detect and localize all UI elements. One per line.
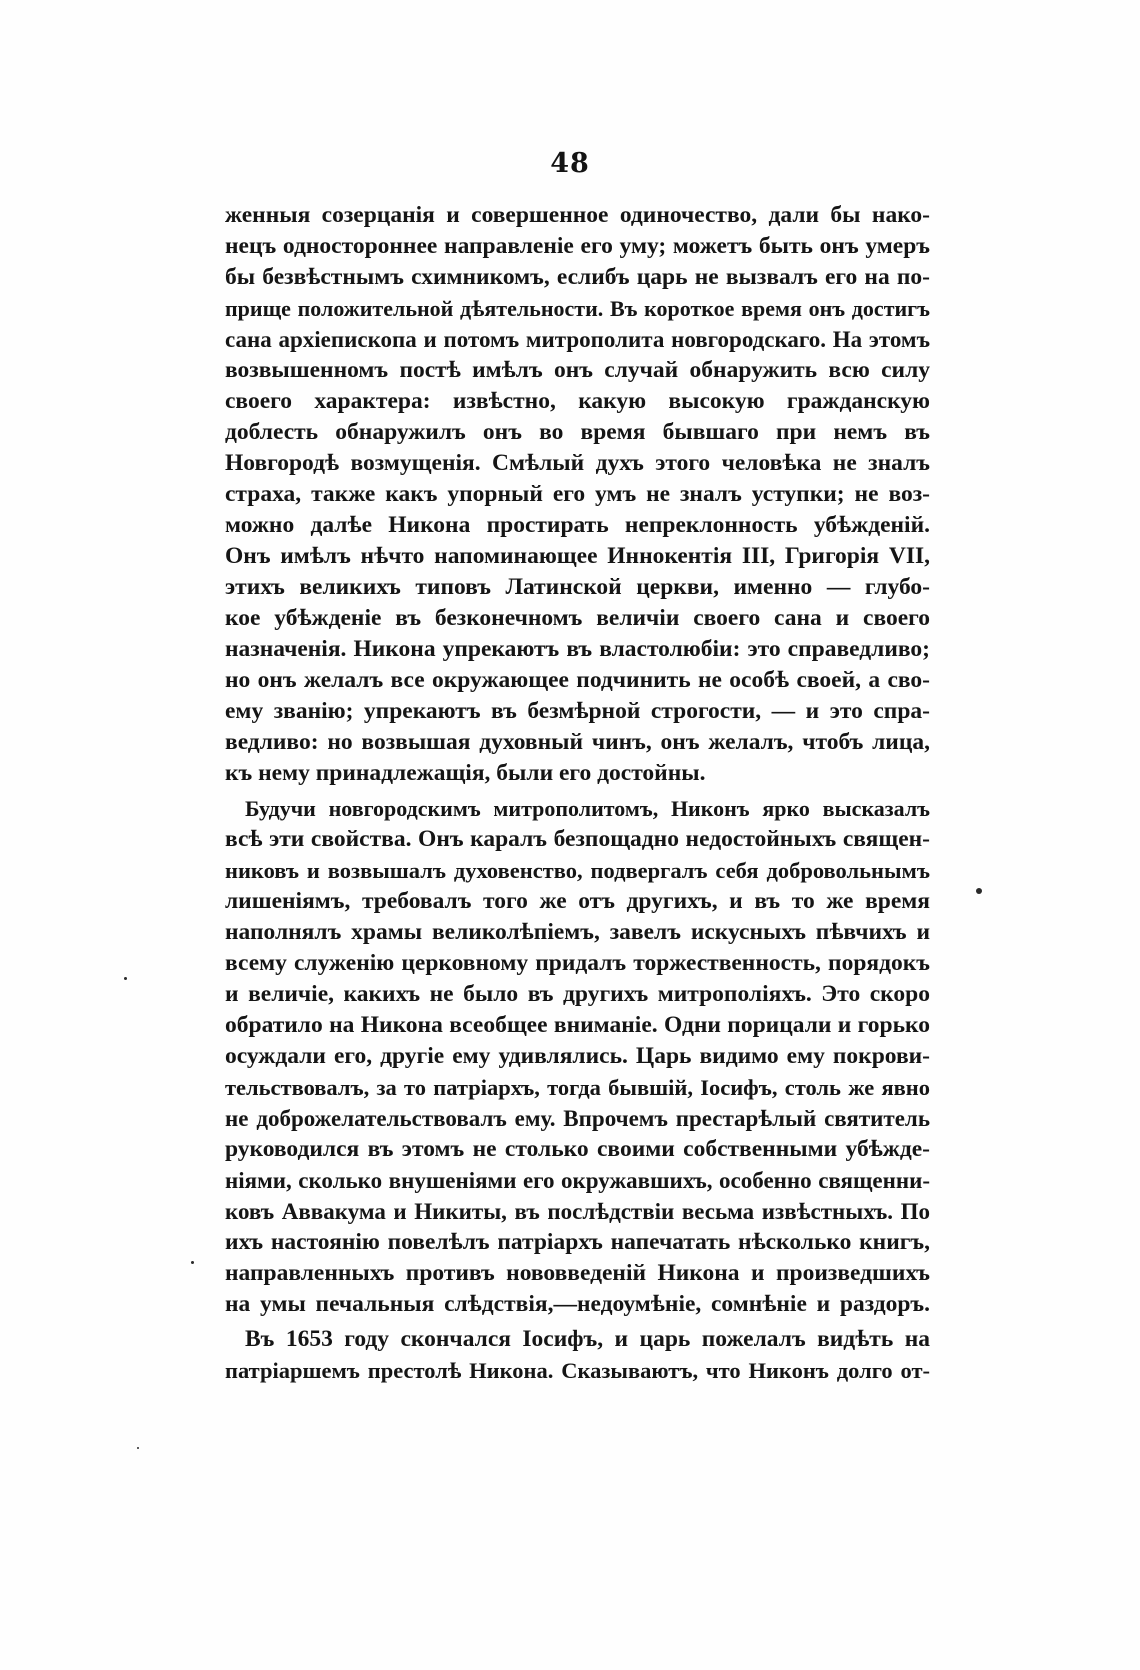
scan-speck xyxy=(191,1261,194,1264)
text-line: сана архіепископа и потомъ митрополита новгородскаго. На этомъ xyxy=(225,327,930,352)
text-line: Онъ имѣлъ нѣчто напоминающее Иннокентія III, Григорія VII, xyxy=(225,543,930,569)
text-line: лишеніямъ, требовалъ того же отъ другихъ, и въ то же время xyxy=(225,888,930,914)
paragraph-1 xyxy=(225,200,930,789)
text-line: прище положительной дѣятельности. Въ короткое время онъ достигъ xyxy=(225,296,930,321)
text-line: на умы печальныя слѣдствія,—недоумѣніе, сомнѣніе и раздоръ. xyxy=(225,1291,930,1317)
text-line: Новгородѣ возмущенія. Смѣлый духъ этого человѣка не зналъ xyxy=(225,450,930,476)
text-line: ихъ настоянію повелѣлъ патріархъ напечатать нѣсколько книгъ, xyxy=(225,1229,930,1255)
text-line: ему званію; упрекаютъ въ безмѣрной строгости, — и это спра- xyxy=(225,698,930,724)
text-line: бы безвѣстнымъ схимникомъ, еслибъ царь не вызвалъ его на по- xyxy=(225,264,930,290)
text-line: Въ 1653 году скончался Іосифъ, и царь пожелалъ видѣть на xyxy=(245,1326,930,1352)
page-text xyxy=(225,200,930,1386)
text-line: къ нему принадлежащія, были его достойны. xyxy=(225,760,706,786)
text-line: нецъ одностороннее направленіе его уму; можетъ быть онъ умеръ xyxy=(225,233,930,259)
text-line: руководился въ этомъ не столько своими собственными убѣжде- xyxy=(225,1136,930,1162)
text-line: женныя созерцанія и совершенное одиночество, дали бы нако- xyxy=(225,202,930,228)
text-line: и величіе, какихъ не было въ другихъ митрополіяхъ. Это скоро xyxy=(225,981,930,1007)
text-line: возвышенномъ постѣ имѣлъ онъ случай обнаружить всю силу xyxy=(225,357,930,383)
paragraph-2 xyxy=(225,793,930,1320)
paragraph-3 xyxy=(225,1324,930,1386)
text-line: тельствовалъ, за то патріархъ, тогда бывшій, Іосифъ, столь же явно xyxy=(225,1075,930,1100)
page-number: 48 xyxy=(550,148,590,179)
text-line: кое убѣжденіе въ безконечномъ величіи своего сана и своего xyxy=(225,605,930,631)
text-line: направленныхъ противъ нововведеній Никона и произведшихъ xyxy=(225,1260,930,1286)
text-line: осуждали его, другіе ему удивлялись. Царь видимо ему покрови- xyxy=(225,1043,930,1069)
text-line: патріаршемъ престолѣ Никона. Сказываютъ, что Никонъ долго от- xyxy=(225,1358,930,1383)
scan-speck xyxy=(124,977,127,980)
text-line: обратило на Никона всеобщее вниманіе. Одни порицали и горько xyxy=(225,1012,930,1038)
text-line: всему служенію церковному придалъ торжественность, порядокъ xyxy=(225,950,930,976)
text-line: страха, также какъ упорный его умъ не зналъ уступки; не воз- xyxy=(225,481,930,507)
text-line: ніями, сколько внушеніями его окружавшихъ, особенно священни- xyxy=(225,1168,930,1193)
text-line: не доброжелательствовалъ ему. Впрочемъ престарѣлый святитель xyxy=(225,1106,930,1131)
text-line: своего характера: извѣстно, какую высокую гражданскую xyxy=(225,388,930,414)
text-line: наполнялъ храмы великолѣпіемъ, завелъ искусныхъ пѣвчихъ и xyxy=(225,919,930,945)
text-line: этихъ великихъ типовъ Латинской церкви, именно — глубо- xyxy=(225,574,930,600)
text-line: всѣ эти свойства. Онъ каралъ безпощадно недостойныхъ священ- xyxy=(225,826,930,852)
text-line: доблесть обнаружилъ онъ во время бывшаго при немъ въ xyxy=(225,419,930,445)
text-line: никовъ и возвышалъ духовенство, подвергалъ себя добровольнымъ xyxy=(225,858,930,883)
text-line: назначенія. Никона упрекаютъ въ властолюбіи: это справедливо; xyxy=(225,636,930,662)
text-line: но онъ желалъ все окружающее подчинить не особѣ своей, а сво- xyxy=(225,667,930,693)
text-line: Будучи новгородскимъ митрополитомъ, Никонъ ярко высказалъ xyxy=(245,796,930,821)
text-line: можно далѣе Никона простирать непреклонность убѣжденій. xyxy=(225,512,930,538)
scan-speck xyxy=(137,1447,139,1449)
text-line: ковъ Аввакума и Никиты, въ послѣдствіи весьма извѣстныхъ. По xyxy=(225,1199,930,1224)
scan-speck xyxy=(976,888,982,894)
text-line: ведливо: но возвышая духовный чинъ, онъ желалъ, чтобъ лица, xyxy=(225,729,930,755)
